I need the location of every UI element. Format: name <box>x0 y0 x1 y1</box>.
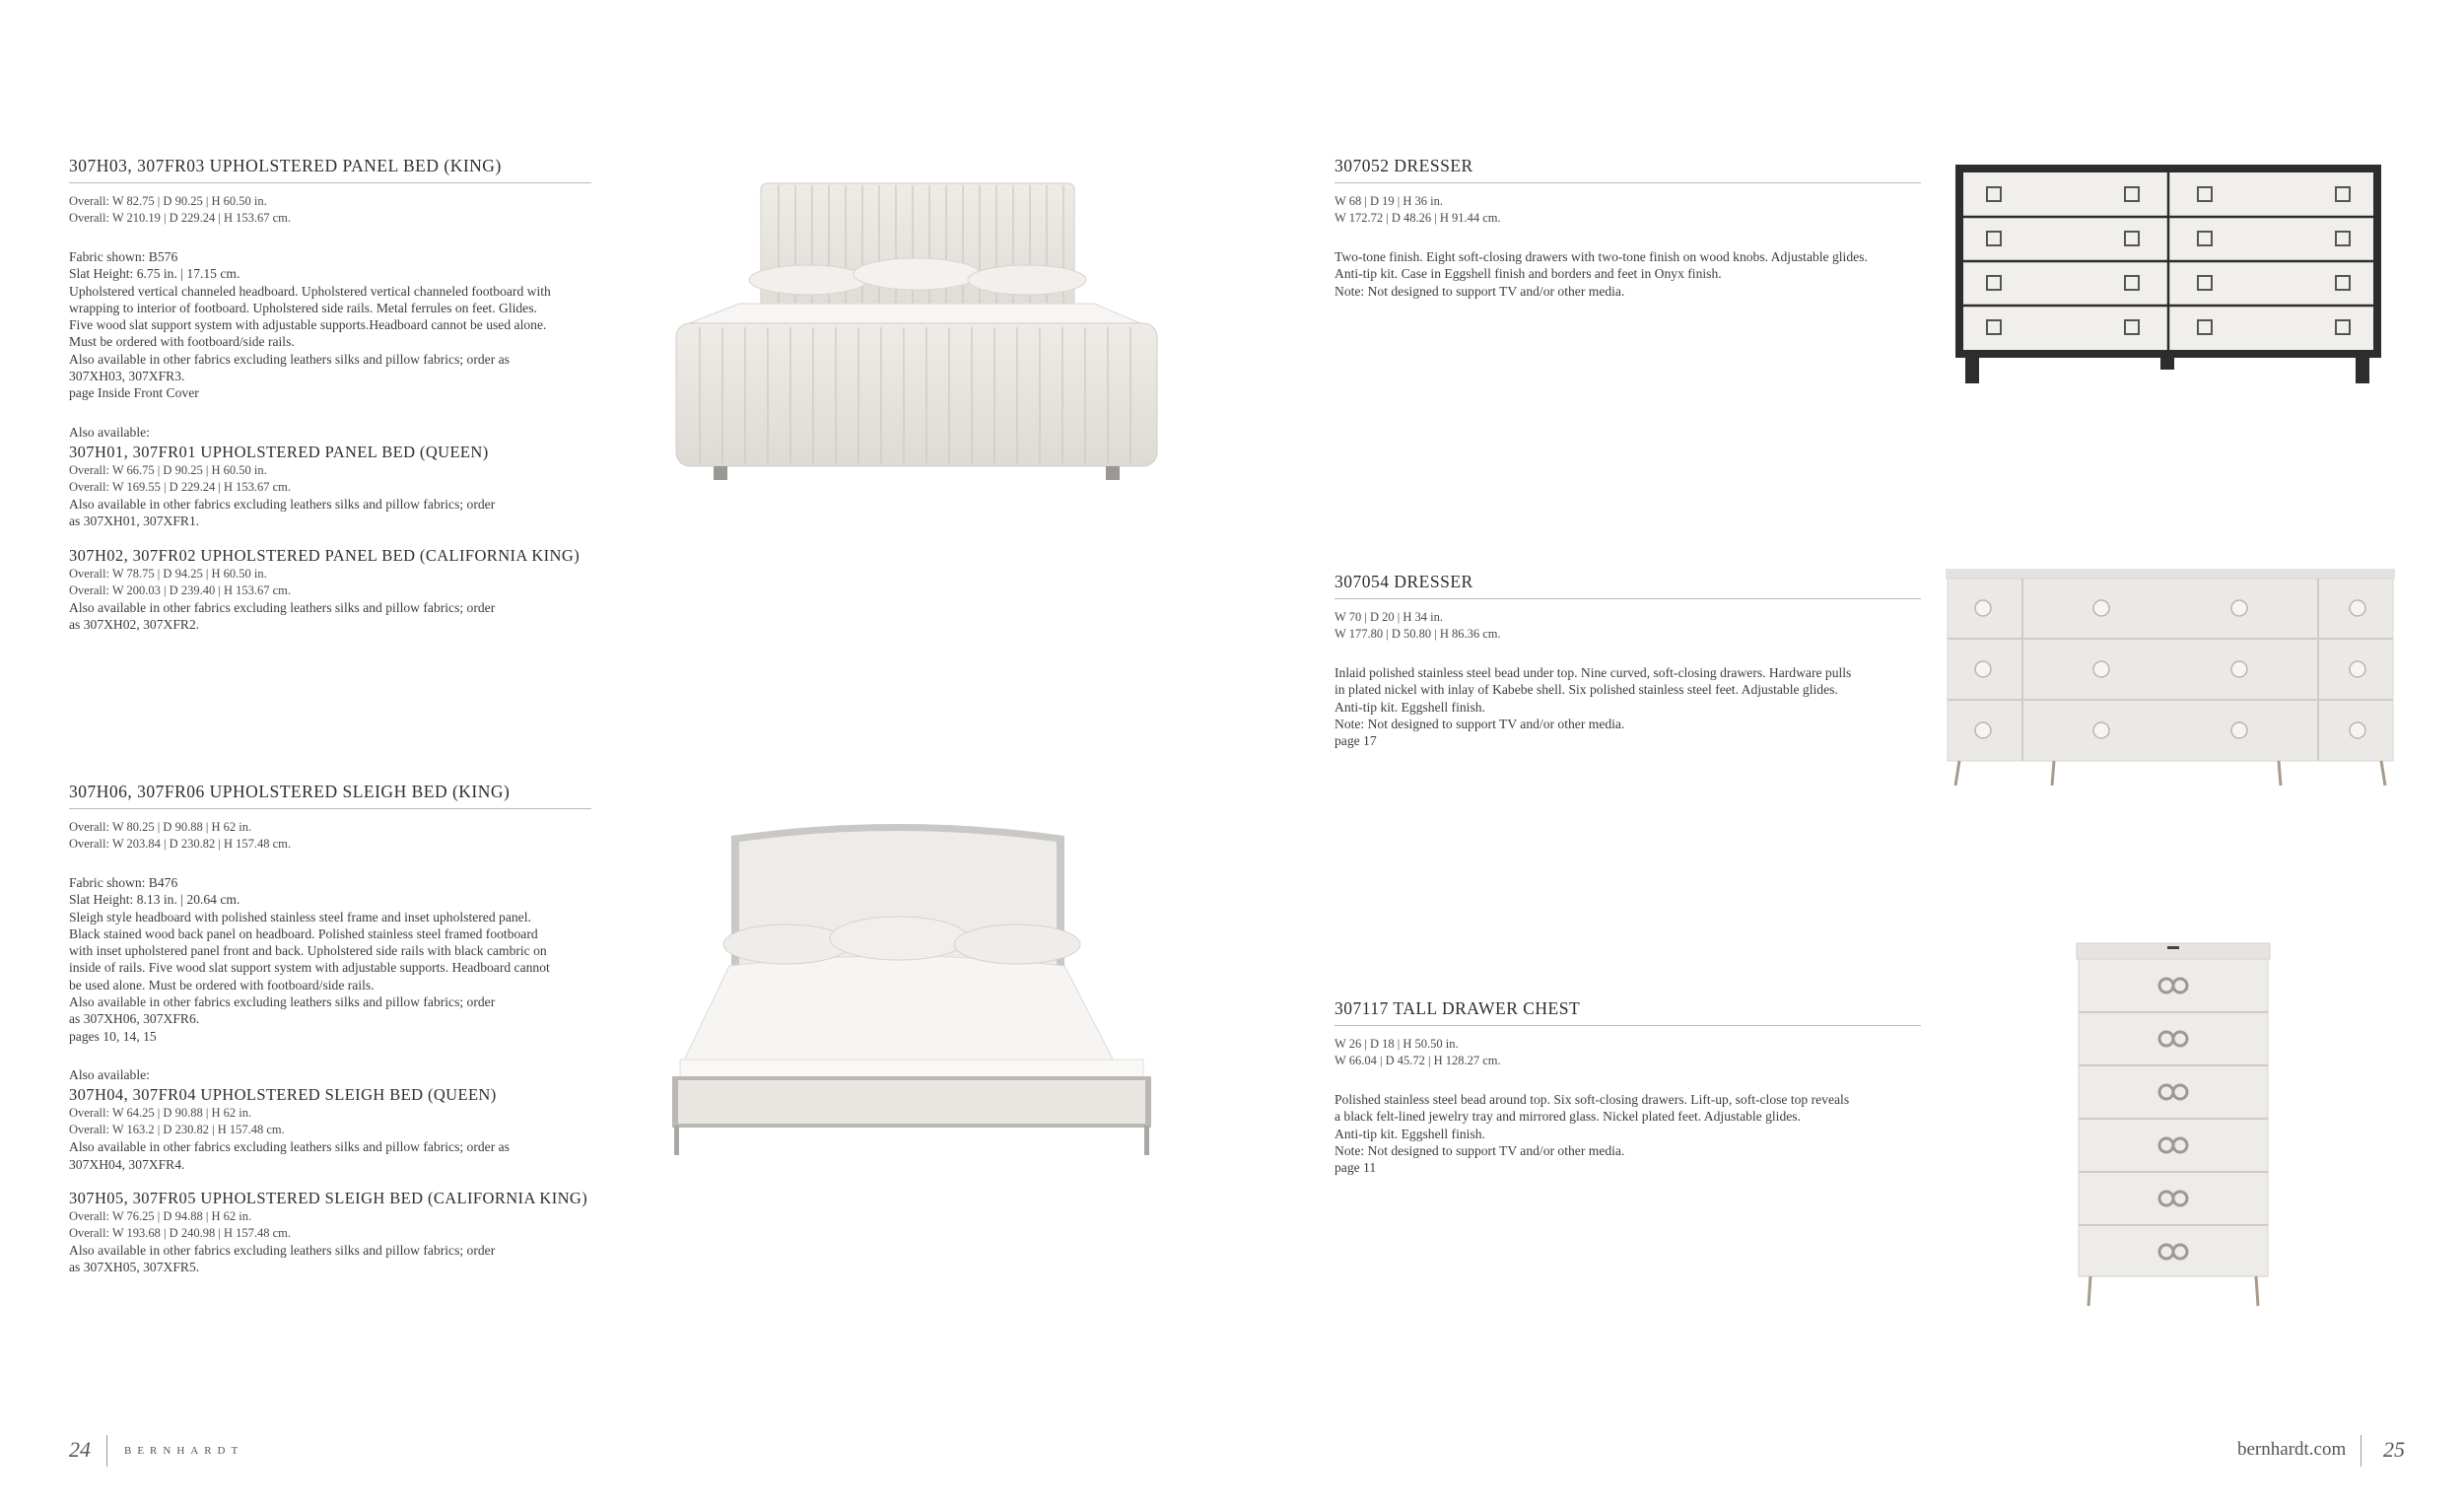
dresser-307052-title: 307052 DRESSER <box>1335 156 1921 183</box>
dresser-307054-details: Inlaid polished stainless steel bead under top. Nine curved, soft-closing drawers. Hardware pulls in plated nickel with inlay of Kabebe shell. Six polished stainless steel feet. Adjustable glides. Anti-tip kit. Eggshell finish. Note: Not designed to support TV and/or other media. page 17 <box>1335 665 1852 749</box>
left-page-number: 24 <box>69 1437 91 1462</box>
dresser-307054-dimensions: W 70 | D 20 | H 34 in. W 177.80 | D 50.80 | H 86.36 cm. <box>1335 610 1501 641</box>
panel-bed-spec <box>69 156 591 633</box>
sleigh-bed-alternate-california-king: 307H05, 307FR05 UPHOLSTERED SLEIGH BED (CALIFORNIA KING) Overall: W 76.25 | D 94.88 | H 62 in. Overall: W 193.68 | D 240.98 | H 157.48 cm. Also available in other fabrics excluding leathers silks and pillow fabrics; order as 307XH05, 307XFR5. <box>69 1188 588 1275</box>
dresser-307052-image <box>1951 163 2385 389</box>
chest-307117-dimensions: W 26 | D 18 | H 50.50 in. W 66.04 | D 45.72 | H 128.27 cm. <box>1335 1037 1501 1067</box>
sleigh-bed-spec <box>69 782 591 1275</box>
panel-bed-dimensions: Overall: W 82.75 | D 90.25 | H 60.50 in. Overall: W 210.19 | D 229.24 | H 153.67 cm. <box>69 194 292 225</box>
chest-307117-details: Polished stainless steel bead around top. Six soft-closing drawers. Lift-up, soft-close top reveals a black felt-lined jewelry tray and mirrored glass. Nickel plated feet. Adjustable glides. Anti-tip kit. Eggshell finish. Note: Not designed to support TV and/or other media. page 11 <box>1335 1092 1850 1176</box>
sleigh-bed-dimensions: Overall: W 80.25 | D 90.88 | H 62 in. Overall: W 203.84 | D 230.82 | H 157.48 cm. <box>69 820 292 851</box>
dresser-307054-spec <box>1335 572 1921 749</box>
sleigh-bed-also-label: Also available: <box>69 1066 150 1082</box>
chest-307117-spec <box>1335 998 1921 1176</box>
left-footer-divider <box>106 1435 107 1467</box>
panel-bed-alternate-california-king: 307H02, 307FR02 UPHOLSTERED PANEL BED (CALIFORNIA KING) Overall: W 78.75 | D 94.25 | H 60.50 in. Overall: W 200.03 | D 239.40 | H 153.67 cm. Also available in other fabrics excluding leathers silks and pillow fabrics; order as 307XH02, 307XFR2. <box>69 545 581 632</box>
sleigh-bed-image <box>670 818 1163 1158</box>
chest-307117-image <box>2075 941 2272 1311</box>
dresser-307054-image <box>1944 567 2397 793</box>
dresser-307054-title: 307054 DRESSER <box>1335 572 1921 599</box>
sleigh-bed-title: 307H06, 307FR06 UPHOLSTERED SLEIGH BED (KING) <box>69 782 591 809</box>
brand-wordmark: BERNHARDT <box>124 1445 244 1457</box>
dresser-307052-dimensions: W 68 | D 19 | H 36 in. W 172.72 | D 48.26 | H 91.44 cm. <box>1335 194 1501 225</box>
panel-bed-also-label: Also available: <box>69 424 150 440</box>
sleigh-bed-details: Fabric shown: B476 Slat Height: 8.13 in. | 20.64 cm. Sleigh style headboard with polished stainless steel frame and inset upholstered panel. Black stained wood back panel on headboard. Polished stainless steel framed footboard with inset upholstered panel front and back. Upholstered side rails with black cambric on inside of rails. Five wood slat support system with adjustable supports. Headboard cannot be used alone. Must be ordered with footboard/side rails. Also available in other fabrics excluding leathers silks and pillow fabrics; order as 307XH06, 307XFR6. pages 10, 14, 15 <box>69 875 550 1044</box>
dresser-307052-spec <box>1335 156 1921 300</box>
panel-bed-image <box>670 177 1163 498</box>
panel-bed-details: Fabric shown: B576 Slat Height: 6.75 in. | 17.15 cm. Upholstered vertical channeled headboard. Upholstered vertical channeled footboard with wrapping to interior of footboard. Upholstered side rails. Metal ferrules on feet. Glides. Five wood slat support system with adjustable supports.Headboard cannot be used alone. Must be ordered with footboard/side rails. Also available in other fabrics excluding leathers silks and pillow fabrics; order as 307XH03, 307XFR3. page Inside Front Cover <box>69 249 551 401</box>
chest-307117-title: 307117 TALL DRAWER CHEST <box>1335 998 1921 1026</box>
website-link[interactable]: bernhardt.com <box>2237 1439 2347 1460</box>
panel-bed-alternate-queen: 307H01, 307FR01 UPHOLSTERED PANEL BED (QUEEN) Overall: W 66.75 | D 90.25 | H 60.50 in. Overall: W 169.55 | D 229.24 | H 153.67 cm. Also available in other fabrics excluding leathers silks and pillow fabrics; order as 307XH01, 307XFR1. <box>69 442 496 529</box>
panel-bed-title: 307H03, 307FR03 UPHOLSTERED PANEL BED (KING) <box>69 156 591 183</box>
sleigh-bed-alternate-queen: 307H04, 307FR04 UPHOLSTERED SLEIGH BED (QUEEN) Overall: W 64.25 | D 90.88 | H 62 in. Overall: W 163.2 | D 230.82 | H 157.48 cm. Also available in other fabrics excluding leathers silks and pillow fabrics; order as 307XH04, 307XFR4. <box>69 1085 510 1172</box>
right-page-number: 25 <box>2383 1437 2405 1462</box>
dresser-307052-details: Two-tone finish. Eight soft-closing drawers with two-tone finish on wood knobs. Adjustable glides. Anti-tip kit. Case in Eggshell finish and borders and feet in Onyx finish. Note: Not designed to support TV and/or other media. <box>1335 249 1868 299</box>
